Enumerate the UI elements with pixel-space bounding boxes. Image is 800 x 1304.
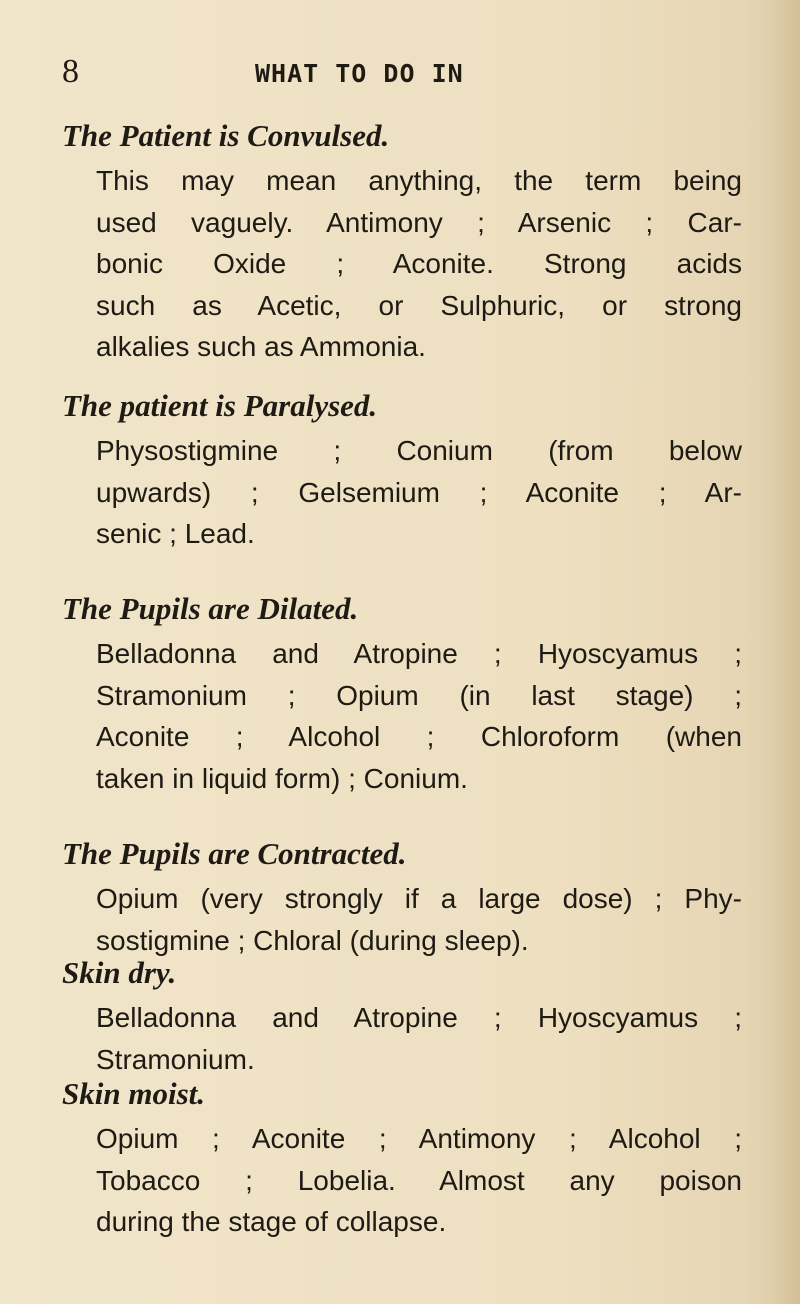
text-line: Stramonium. xyxy=(96,1043,255,1075)
text-line: Belladonna and Atropine ; Hyoscyamus ; xyxy=(96,638,742,669)
text-line: bonic Oxide ; Aconite. Strong acids xyxy=(96,248,742,280)
page-number: 8 xyxy=(62,53,79,90)
section-body xyxy=(62,1118,742,1243)
text-line: Aconite ; Alcohol ; Chloroform (when xyxy=(96,721,742,753)
text-line: upwards) ; Gelsemium ; Aconite ; Ar- xyxy=(96,476,742,508)
text-line: such as Acetic, or Sulphuric, or strong xyxy=(96,289,742,321)
section-heading: The Patient is Convulsed. xyxy=(62,118,390,153)
text-line: sostigmine ; Chloral (during sleep). xyxy=(96,924,529,956)
running-head-title: WHAT TO DO IN xyxy=(255,59,464,88)
section-body xyxy=(62,160,742,368)
section-skin-moist xyxy=(62,1074,742,1243)
text-line: Tobacco ; Lobelia. Almost any poison xyxy=(96,1164,742,1196)
section-body xyxy=(62,633,742,799)
section-pupils-dilated xyxy=(62,589,742,799)
page-edge-shadow xyxy=(772,0,800,1304)
text-line: Opium (very strongly if a large dose) ; Phy- xyxy=(96,883,742,914)
text-line: Physostigmine ; Conium (from below xyxy=(96,435,742,466)
section-body xyxy=(62,878,742,961)
section-convulsed xyxy=(62,116,742,368)
text-line: Opium ; Aconite ; Antimony ; Alcohol ; xyxy=(96,1123,742,1154)
section-heading: Skin moist. xyxy=(62,1076,205,1111)
text-line: taken in liquid form) ; Conium. xyxy=(96,762,468,794)
running-head xyxy=(62,52,742,92)
section-heading: Skin dry. xyxy=(62,955,177,990)
section-heading: The Pupils are Dilated. xyxy=(62,591,359,626)
text-line: alkalies such as Ammonia. xyxy=(96,331,426,363)
text-line: used vaguely. Antimony ; Arsenic ; Car- xyxy=(96,206,742,238)
text-line: This may mean anything, the term being xyxy=(96,165,742,196)
section-body xyxy=(62,430,742,555)
text-line: senic ; Lead. xyxy=(96,518,255,550)
section-heading: The Pupils are Contracted. xyxy=(62,836,407,871)
section-pupils-contracted xyxy=(62,834,742,961)
text-line: Belladonna and Atropine ; Hyoscyamus ; xyxy=(96,1002,742,1033)
section-paralysed xyxy=(62,386,742,555)
text-line: during the stage of collapse. xyxy=(96,1206,447,1238)
section-skin-dry xyxy=(62,953,742,1080)
section-heading: The patient is Paralysed. xyxy=(62,388,378,423)
text-line: Stramonium ; Opium (in last stage) ; xyxy=(96,679,742,711)
section-body xyxy=(62,997,742,1080)
